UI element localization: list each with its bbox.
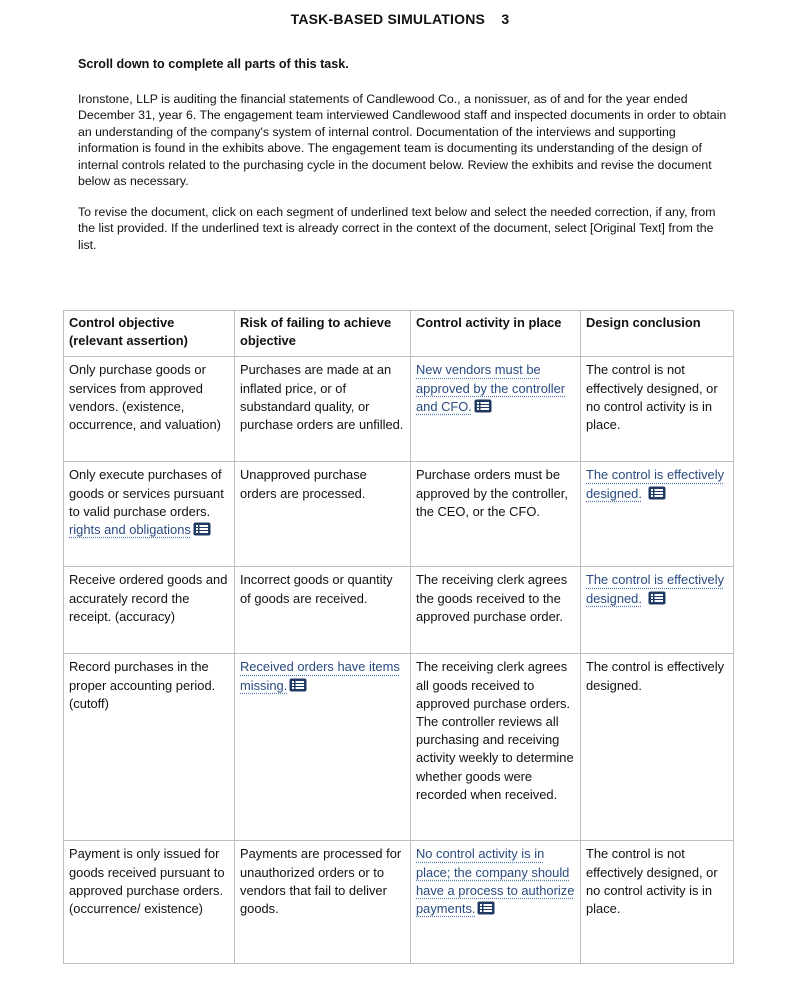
- cell-risk: Incorrect goods or quantity of goods are received.: [235, 567, 411, 654]
- purchasing-controls-table: [63, 310, 734, 964]
- cell-conclusion: The control is effectively designed.: [581, 654, 734, 841]
- header-design-conclusion: Design conclusion: [581, 311, 734, 357]
- answer-list-icon[interactable]: [477, 901, 495, 915]
- cell-objective: [64, 462, 235, 567]
- cell-conclusion: [581, 567, 734, 654]
- cell-objective: Payment is only issued for goods received pursuant to approved purchase orders. (occurrence/ existence): [64, 841, 235, 964]
- objective-text: Only execute purchases of goods or services pursuant to valid purchase orders.: [69, 467, 224, 519]
- instructions-paragraph-1: Ironstone, LLP is auditing the financial statements of Candlewood Co., a nonissuer, as of and for the year ended December 31, year 6. The engagement team interviewed Candlewood staff and inspected documents in order to obtain an understanding of the company's system of internal control. Documentation of the interviews and supporting information is found in the exhibits above. The engagement team is documenting its understanding of the design of internal controls related to the purchasing cycle in the document below. Review the exhibits and revise the document below as necessary.: [78, 91, 727, 188]
- cell-objective: Record purchases in the proper accounting period. (cutoff): [64, 654, 235, 841]
- cell-objective: Receive ordered goods and accurately record the receipt. (accuracy): [64, 567, 235, 654]
- answer-list-icon[interactable]: [474, 399, 492, 413]
- instructions-paragraph-2: To revise the document, click on each segment of underlined text below and select the needed correction, if any, from the list provided. If the underlined text is already correct in the context of the document, select [Original Text] from the list.: [78, 204, 716, 252]
- header-risk: Risk of failing to achieve objective: [235, 311, 411, 357]
- cell-risk: Purchases are made at an inflated price, or of substandard quality, or purchase orders are unfilled.: [235, 357, 411, 462]
- answer-list-icon[interactable]: [289, 678, 307, 692]
- cell-risk: Unapproved purchase orders are processed.: [235, 462, 411, 567]
- cell-risk: Payments are processed for unauthorized orders or to vendors that fail to deliver goods.: [235, 841, 411, 964]
- cell-activity: [411, 841, 581, 964]
- editable-segment[interactable]: The control is effectively designed.: [586, 572, 725, 606]
- editable-segment[interactable]: No control activity is in place; the company should have a process to authorize payments.: [416, 846, 575, 917]
- answer-list-icon[interactable]: [648, 486, 666, 500]
- editable-segment[interactable]: Received orders have items missing.: [240, 659, 400, 693]
- cell-activity: The receiving clerk agrees the goods received to the approved purchase order.: [411, 567, 581, 654]
- table-row: [64, 357, 734, 462]
- header-control-activity: Control activity in place: [411, 311, 581, 357]
- cell-conclusion: [581, 462, 734, 567]
- table-row: [64, 841, 734, 964]
- table-row: [64, 567, 734, 654]
- page-header: TASK-BASED SIMULATIONS 3: [290, 11, 510, 27]
- scroll-note: Scroll down to complete all parts of this task.: [78, 57, 349, 71]
- header-control-objective: Control objective (relevant assertion): [64, 311, 235, 357]
- cell-risk: [235, 654, 411, 841]
- cell-activity: [411, 357, 581, 462]
- table-row: [64, 654, 734, 841]
- editable-segment[interactable]: The control is effectively designed.: [586, 467, 725, 501]
- editable-segment[interactable]: New vendors must be approved by the controller and CFO.: [416, 362, 566, 414]
- cell-objective: Only purchase goods or services from approved vendors. (existence, occurrence, and valuation): [64, 357, 235, 462]
- answer-list-icon[interactable]: [648, 591, 666, 605]
- table-header-row: [64, 311, 734, 357]
- table-row: [64, 462, 734, 567]
- cell-conclusion: The control is not effectively designed, or no control activity is in place.: [581, 357, 734, 462]
- answer-list-icon[interactable]: [193, 522, 211, 536]
- instructions: [78, 56, 728, 267]
- cell-activity: Purchase orders must be approved by the controller, the CEO, or the CFO.: [411, 462, 581, 567]
- cell-conclusion: The control is not effectively designed, or no control activity is in place.: [581, 841, 734, 964]
- editable-segment[interactable]: rights and obligations: [69, 522, 191, 538]
- cell-activity: The receiving clerk agrees all goods received to approved purchase orders. The controller reviews all purchasing and receiving activity weekly to determine whether goods were recorded when received.: [411, 654, 581, 841]
